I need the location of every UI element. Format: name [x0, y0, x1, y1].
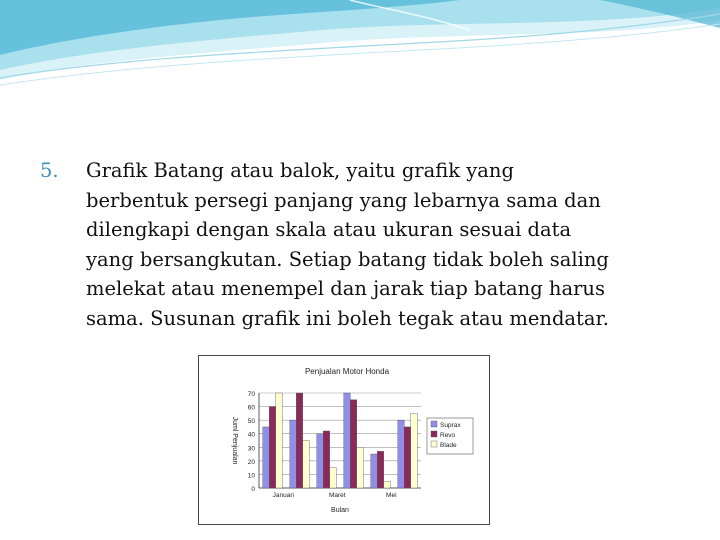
bar-revo	[404, 427, 410, 488]
bar-suprax	[263, 427, 269, 488]
bar-chart-svg	[199, 356, 489, 524]
legend-label: Revo	[440, 432, 456, 439]
legend-swatch-revo	[431, 431, 437, 437]
bar-chart	[198, 355, 490, 525]
bar-suprax	[398, 420, 404, 488]
bar-revo	[296, 393, 302, 488]
y-tick-label: 50	[247, 418, 255, 426]
y-tick-label: 30	[247, 445, 255, 453]
bar-suprax	[290, 420, 296, 488]
x-axis-label: Bulan	[331, 507, 349, 514]
paragraph-text: Grafik Batang atau balok, yaitu grafik yang berbentuk persegi panjang yang lebarnya sama dan dilengkapi dengan skala atau ukuran sesuai data yang bersangkutan. Setiap batang tidak boleh saling melekat atau menempel dan jarak tiap batang harus sama. Susunan grafik ini boleh tegak atau mendatar.	[86, 159, 609, 330]
y-axis-label: Juml Penjualan	[231, 416, 238, 465]
legend-label: Blade	[440, 442, 457, 449]
bar-suprax	[371, 454, 377, 488]
plot-area	[259, 393, 421, 488]
bar-blade	[330, 468, 336, 488]
bar-revo	[269, 407, 275, 488]
y-tick-label: 60	[247, 404, 255, 412]
bar-blade	[276, 393, 282, 488]
bar-suprax	[344, 393, 350, 488]
y-tick-label: 0	[251, 486, 255, 493]
header-wave-decoration	[0, 0, 720, 100]
legend-label: Suprax	[440, 422, 461, 429]
x-tick-label: Januari	[272, 492, 294, 499]
bar-revo	[323, 431, 329, 488]
bar-revo	[377, 451, 383, 488]
y-tick-label: 70	[247, 391, 255, 398]
bar-blade	[303, 441, 309, 489]
x-tick-label: Mei	[386, 492, 397, 499]
bar-blade	[411, 413, 417, 488]
item-number: 5.	[40, 159, 59, 182]
legend-swatch-blade	[431, 441, 437, 447]
y-tick-label: 20	[247, 458, 255, 466]
bar-blade	[384, 481, 390, 488]
bar-blade	[357, 447, 363, 488]
bar-revo	[350, 400, 356, 488]
bar-suprax	[317, 434, 323, 488]
y-tick-label: 10	[247, 472, 255, 480]
chart-title: Penjualan Motor Honda	[304, 367, 390, 376]
x-tick-label: Maret	[328, 492, 346, 499]
legend-swatch-suprax	[431, 421, 437, 427]
y-tick-label: 40	[247, 431, 255, 439]
